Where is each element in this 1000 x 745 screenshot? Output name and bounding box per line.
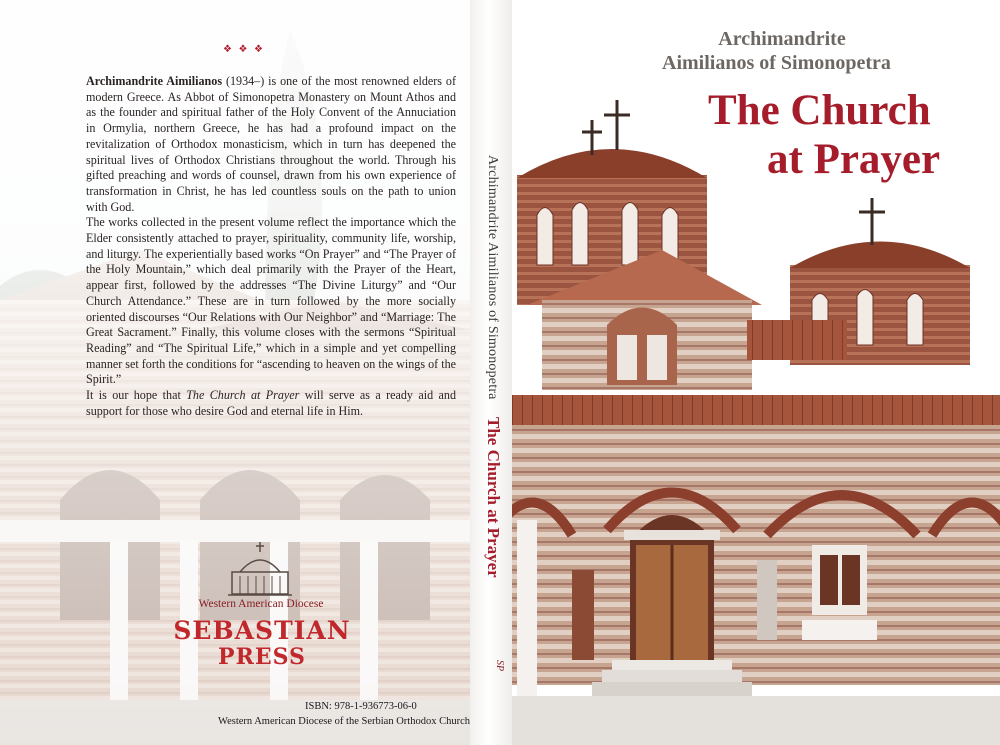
blurb-paragraph-1 (86, 74, 456, 215)
blurb-paragraph-3 (86, 388, 456, 419)
front-title-line-1: The Church (708, 87, 931, 134)
front-cover (512, 0, 1000, 745)
front-author-line-1 (512, 28, 1000, 51)
publisher-diocese-full: Western American Diocese of the Serbian Orthodox Church (218, 716, 470, 727)
back-cover-blurb (86, 74, 456, 419)
blurb-paragraph-3-end: will serve as a ready aid and support for those who desire God and eternal life in Him. (86, 388, 456, 418)
blurb-paragraph-1-text: (1934–) is one of the most renowned elders of modern Greece. As Abbot of Simonopetra Monastery on Mount Athos and as the founder and spiritual father of the Holy Convent of the Annuciation in Ormylia, northern Greece, he has had a profound impact on the revitalization of Orthodox monasticism, which in turn has deepened the spiritual lives of Orthodox Christians throughout the world. Through his gifted preaching and words of counsel, drawn from his own experience of transformation in Christ, he has led countless souls on the path to union with God. (86, 74, 456, 214)
blurb-author-name: Archimandrite Aimilianos (86, 74, 223, 88)
spine-author: Archimandrite Aimilianos of Simonopetra (485, 155, 500, 400)
publisher-diocese-label: Western American Diocese (198, 598, 324, 610)
spine-title: The Church at Prayer (484, 417, 503, 578)
blurb-book-title: The Church at Prayer (186, 388, 300, 403)
blurb-paragraph-3-start: It is our hope that (86, 388, 187, 403)
publisher-name-line-2: PRESS (218, 644, 306, 670)
front-author-line-1-text: Archimandrite (718, 28, 846, 50)
front-author-line-2: Aimilianos of Simonopetra (662, 52, 891, 74)
back-cover (0, 0, 470, 745)
blurb-paragraph-2: The works collected in the present volume reflect the importance which the Elder consistently attached to prayer, spirituality, community life, worship, and liturgy. The experientially based works “On Prayer” and “The Prayer of the Holy Mountain,” which deal primarily with the Prayer of the Heart, appear first, followed by the addresses “The Divine Liturgy” and “Our Church Attendance.” These are in turn followed by the more socially oriented discourses “Our Relations with Our Neighbor” and “Marriage: The Great Sacrament.” Finally, this volume closes with the sermons “Spiritual Reading” and “The Spiritual Life,” which in a simple and yet compelling manner set forth the conditions for “ascending to heaven on the wings of the Spirit.” (86, 215, 456, 387)
spine-publisher-mark: SP (494, 660, 505, 672)
publisher-name-line-1: SEBASTIAN (173, 616, 351, 645)
isbn: ISBN: 978-1-936773-06-0 (305, 701, 417, 712)
front-title-line-2: at Prayer (767, 136, 941, 183)
ornament: ❖ ❖ ❖ (223, 44, 265, 55)
